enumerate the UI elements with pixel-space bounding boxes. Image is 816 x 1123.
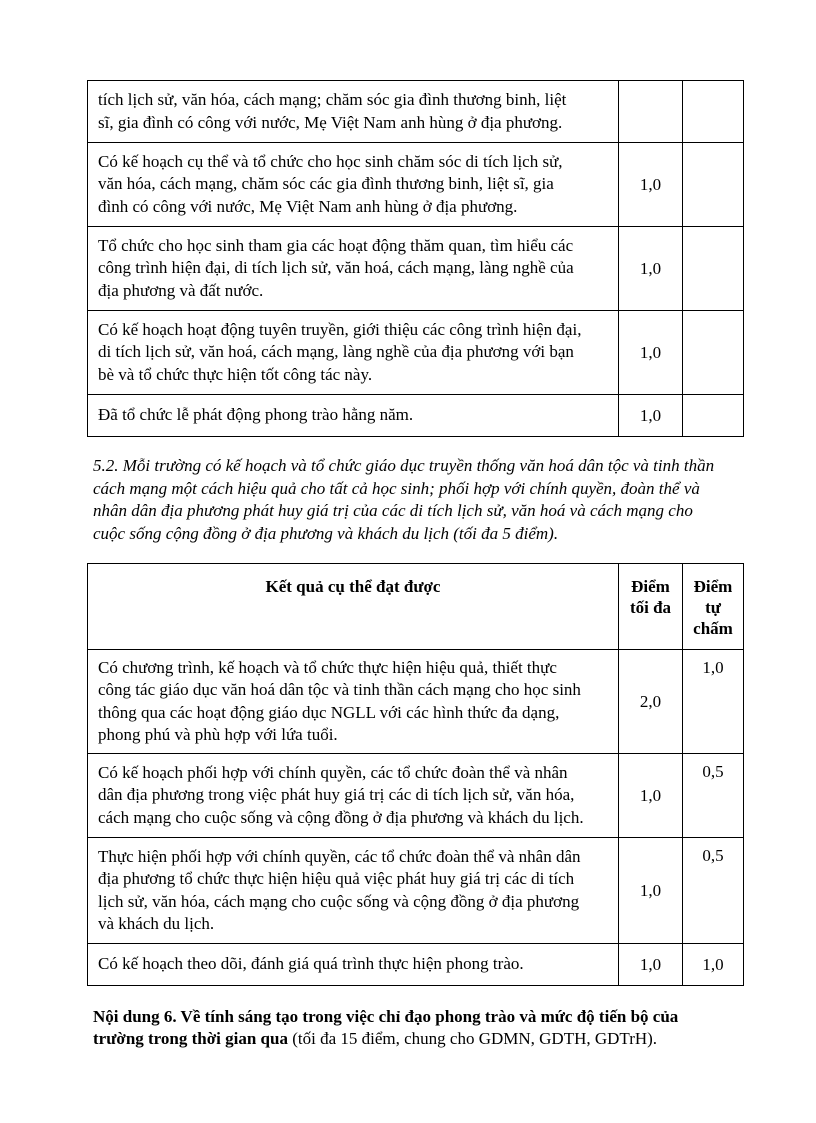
criterion-cell: Có kế hoạch phối hợp với chính quyền, các tổ chức đoàn thể và nhân dân địa phương trong việc phát huy giá trị các di tích lịch sử, văn hóa, cách mạng cho cuộc sống và cộng đồng ở địa phương và khách du lịch. [88,754,619,838]
criterion-cell: Đã tổ chức lễ phát động phong trào hằng năm. [88,395,619,437]
table-row [88,395,744,437]
header-criterion: Kết quả cụ thể đạt được [88,564,619,650]
max-score-cell: 1,0 [619,944,683,986]
table-row [88,143,744,227]
max-score-cell: 1,0 [619,754,683,838]
self-score-cell: 0,5 [683,838,744,944]
self-score-cell [683,311,744,395]
criterion-cell: tích lịch sử, văn hóa, cách mạng; chăm sóc gia đình thương binh, liệt sĩ, gia đình có công với nước, Mẹ Việt Nam anh hùng ở địa phương. [88,81,619,143]
table-row [88,944,744,986]
section-5-2-text: 5.2. Mỗi trường có kế hoạch và tổ chức giáo dục truyền thống văn hoá dân tộc và tinh thần cách mạng một cách hiệu quả cho tất cả học sinh; phối hợp với chính quyền, đoàn thể và nhân dân địa phương phát huy giá trị của các di tích lịch sử, văn hoá và cách mạng cho cuộc sống cộng đồng ở địa phương và khách du lịch (tối đa 5 điểm). [93,456,715,543]
table-row [88,227,744,311]
header-max-score: Điểm tối đa [619,564,683,650]
max-score-cell: 1,0 [619,227,683,311]
self-score-cell [683,143,744,227]
table-row [88,81,744,143]
criterion-cell: Có chương trình, kế hoạch và tổ chức thực hiện hiệu quả, thiết thực công tác giáo dục văn hoá dân tộc và tinh thần cách mạng cho học sinh thông qua các hoạt động giáo dục NGLL với các hình thức đa dạng, phong phú và phù hợp với lứa tuổi. [88,650,619,754]
max-score-cell [619,81,683,143]
self-score-cell [683,395,744,437]
criterion-cell: Thực hiện phối hợp với chính quyền, các tổ chức đoàn thể và nhân dân địa phương tổ chức thực hiện hiệu quả việc phát huy giá trị các di tích lịch sử, văn hóa, cách mạng cho cuộc sống và cộng đồng ở địa phương và khách du lịch. [88,838,619,944]
criterion-cell: Có kế hoạch hoạt động tuyên truyền, giới thiệu các công trình hiện đại, di tích lịch sử, văn hoá, cách mạng, làng nghề của địa phương với bạn bè và tổ chức thực hiện tốt công tác này. [88,311,619,395]
self-score-cell [683,81,744,143]
header-self-score: Điểm tự chấm [683,564,744,650]
content-6-title-line1: Nội dung 6. Về tính sáng tạo trong việc chỉ đạo phong trào và mức độ tiến bộ của [93,1007,679,1026]
max-score-cell: 2,0 [619,650,683,754]
max-score-cell: 1,0 [619,143,683,227]
table-row [88,838,744,944]
criterion-cell: Có kế hoạch theo dõi, đánh giá quá trình thực hiện phong trào. [88,944,619,986]
table-row [88,311,744,395]
criterion-cell: Có kế hoạch cụ thể và tổ chức cho học sinh chăm sóc di tích lịch sử, văn hóa, cách mạng, chăm sóc các gia đình thương binh, liệt sĩ, gia đình có công với nước, Mẹ Việt Nam anh hùng ở địa phương. [88,143,619,227]
self-score-cell: 0,5 [683,754,744,838]
table-header-row [88,564,744,650]
criterion-cell: Tổ chức cho học sinh tham gia các hoạt động thăm quan, tìm hiểu các công trình hiện đại, di tích lịch sử, văn hoá, cách mạng, làng nghề của địa phương và đất nước. [88,227,619,311]
self-score-cell: 1,0 [683,650,744,754]
content-6-heading [93,1006,743,1050]
table-row [88,754,744,838]
self-score-cell [683,227,744,311]
max-score-cell: 1,0 [619,395,683,437]
max-score-cell: 1,0 [619,311,683,395]
content-6-note: (tối đa 15 điểm, chung cho GDMN, GDTH, GDTrH). [287,1029,658,1048]
criteria-table-continued [87,80,744,437]
content-6-title-line2: trường trong thời gian qua [93,1029,288,1048]
self-score-cell: 1,0 [683,944,744,986]
max-score-cell: 1,0 [619,838,683,944]
table-row [88,650,744,754]
criteria-table-5-2 [87,563,744,986]
